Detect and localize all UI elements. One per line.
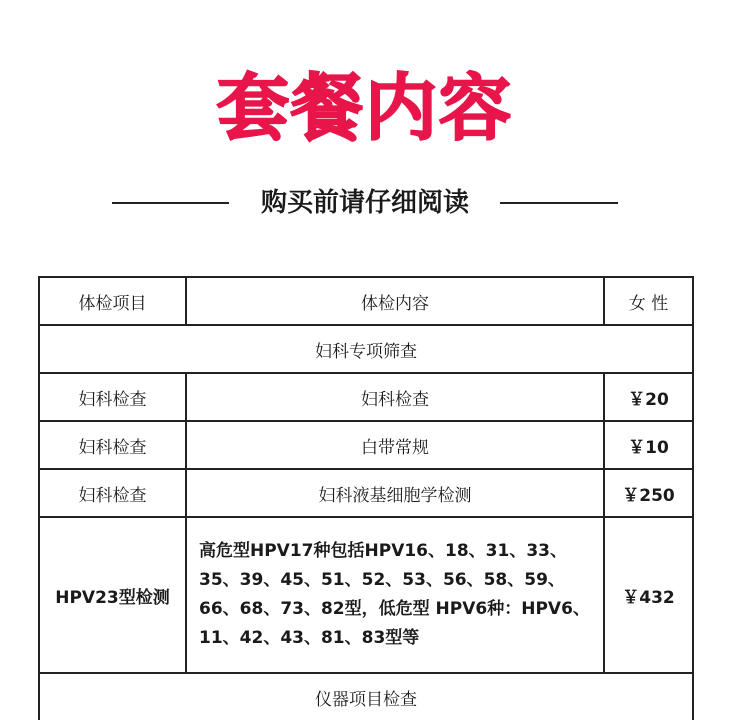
package-table: [38, 276, 694, 720]
row-content: 白带常规: [186, 421, 604, 469]
table-header-row: [39, 277, 693, 325]
subtitle-divider-right: [500, 202, 618, 204]
header-female: 女 性: [604, 277, 693, 325]
row-price: ￥20: [604, 373, 693, 421]
hpv-item: HPV23型检测: [39, 517, 186, 673]
header-item: 体检项目: [39, 277, 186, 325]
hpv-price: ￥432: [604, 517, 693, 673]
row-price: ￥250: [604, 469, 693, 517]
section-row: [39, 325, 693, 373]
subtitle-divider-left: [112, 202, 229, 204]
hpv-content: 高危型HPV17种包括HPV16、18、31、33、35、39、45、51、52、53、56、58、59、66、68、73、82型，低危型 HPV6种：HPV6、11、42、43、81、83型等: [186, 517, 604, 673]
subtitle: 购买前请仔细阅读: [260, 188, 469, 218]
table-row: [39, 469, 693, 517]
table-row: [39, 421, 693, 469]
row-content: 妇科液基细胞学检测: [186, 469, 604, 517]
section-gyn-screening: 妇科专项筛查: [39, 325, 693, 373]
row-item: 妇科检查: [39, 469, 186, 517]
subtitle-row: [0, 183, 730, 223]
table-row: [39, 373, 693, 421]
header-content: 体检内容: [186, 277, 604, 325]
row-price: ￥10: [604, 421, 693, 469]
page-title: 套餐内容: [216, 66, 513, 150]
section-row: [39, 673, 693, 720]
table-row-hpv: [39, 517, 693, 673]
section-instrument: 仪器项目检查: [39, 673, 693, 720]
row-item: 妇科检查: [39, 421, 186, 469]
row-content: 妇科检查: [186, 373, 604, 421]
row-item: 妇科检查: [39, 373, 186, 421]
